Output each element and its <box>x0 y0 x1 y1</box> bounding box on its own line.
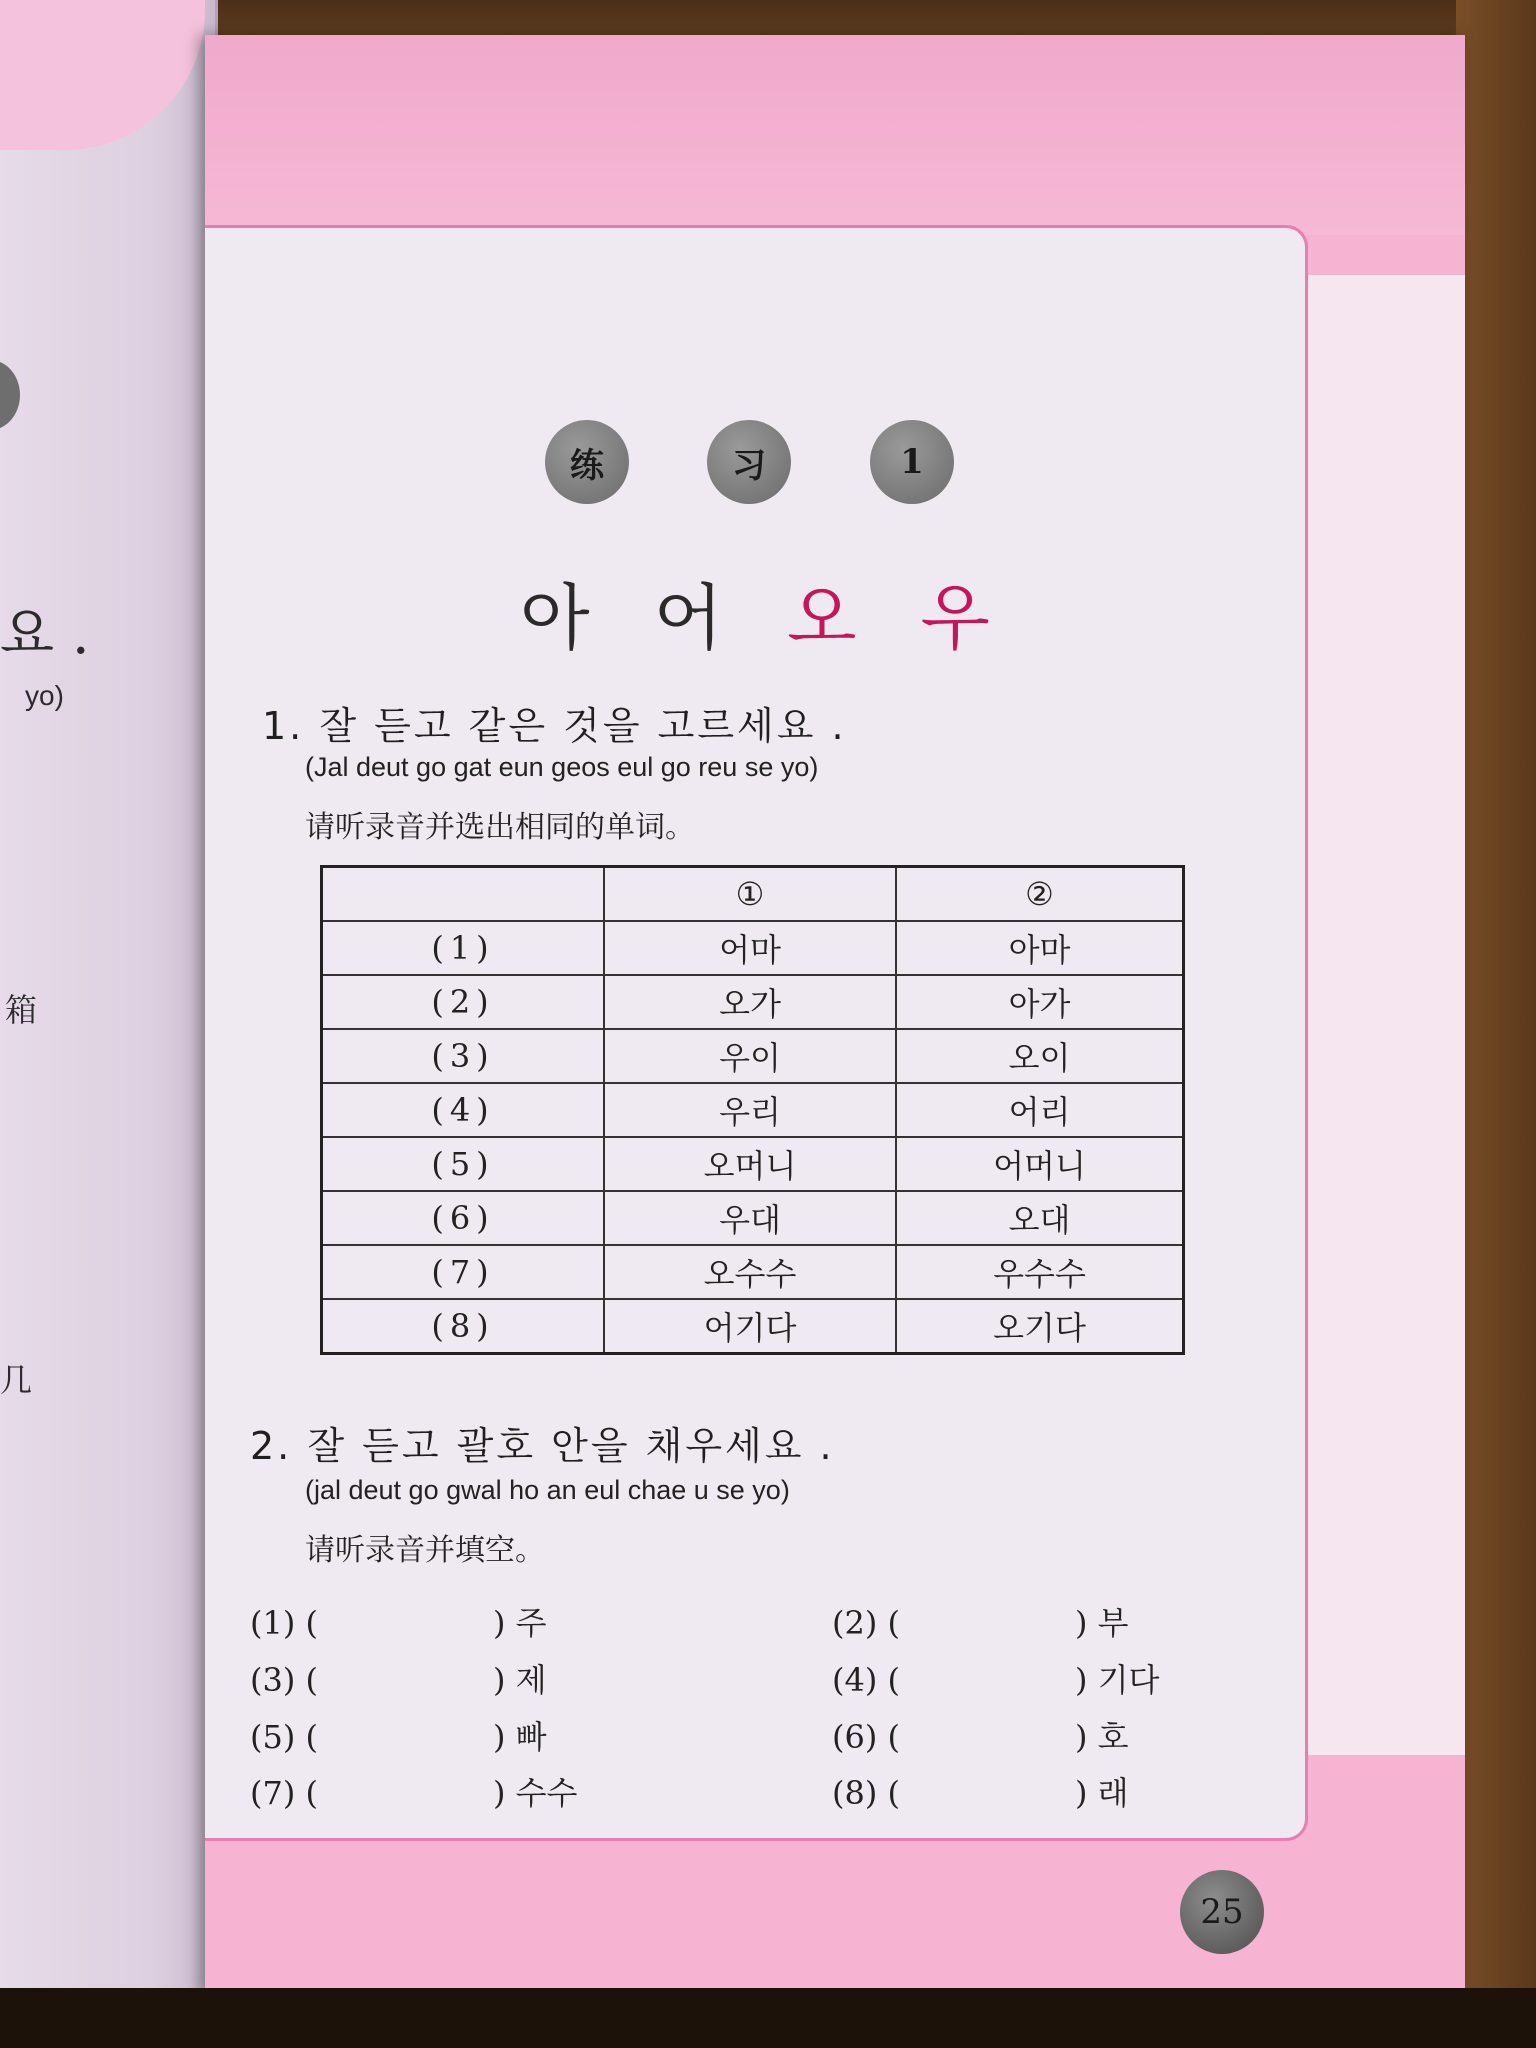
option-2[interactable]: 우수수 <box>896 1245 1184 1299</box>
fill-item-number: (6) <box>832 1718 878 1756</box>
exercise-2-chinese: 请听录音并填空。 <box>305 1533 545 1568</box>
vowel-eo: 어 <box>653 576 724 660</box>
badge-number: 1 <box>870 420 954 504</box>
vowel-o: 오 <box>786 576 857 660</box>
option-1[interactable]: 우리 <box>604 1083 896 1137</box>
table-row <box>322 1029 1184 1083</box>
left-page <box>0 0 218 2000</box>
option-2[interactable]: 오기다 <box>896 1299 1184 1354</box>
option-2[interactable]: 오이 <box>896 1029 1184 1083</box>
fill-item: (7) ( ) 수수 <box>250 1774 578 1812</box>
table-row <box>322 1299 1184 1354</box>
page-number: 25 <box>1180 1870 1264 1954</box>
left-page-fragment: 几 <box>0 1361 33 1399</box>
exercise-2-romanization: (jal deut go gwal ho an eul chae u se yo) <box>305 1475 790 1505</box>
option-2[interactable]: 오대 <box>896 1191 1184 1245</box>
badge-lian: 练 <box>545 420 629 504</box>
page-bottom-shadow <box>0 1988 1536 2048</box>
table-row <box>322 1083 1184 1137</box>
fill-item-number: (5) <box>250 1718 296 1756</box>
row-number: (6) <box>322 1191 605 1245</box>
exercise-1-heading: 1. 잘 듣고 같은 것을 고르세요 . <box>262 704 847 748</box>
vowel-a: 아 <box>520 576 590 660</box>
left-page-fragment: yo) <box>25 680 64 711</box>
table-header-cell: ① <box>604 867 896 922</box>
left-page-badge <box>0 360 20 430</box>
row-number: (1) <box>322 921 605 975</box>
fill-item-suffix: 수수 <box>515 1774 578 1812</box>
fill-item: (2) ( ) 부 <box>832 1604 1129 1642</box>
option-1[interactable]: 어마 <box>604 921 896 975</box>
row-number: (8) <box>322 1299 605 1354</box>
option-1[interactable]: 어기다 <box>604 1299 896 1354</box>
option-1[interactable]: 우이 <box>604 1029 896 1083</box>
option-2[interactable]: 어리 <box>896 1083 1184 1137</box>
fill-item-suffix: 부 <box>1097 1604 1129 1642</box>
fill-item-suffix: 호 <box>1097 1718 1129 1756</box>
row-number: (5) <box>322 1137 605 1191</box>
table-row <box>322 975 1184 1029</box>
fill-item-suffix: 래 <box>1097 1774 1129 1812</box>
option-2[interactable]: 아가 <box>896 975 1184 1029</box>
page-header-band <box>205 35 1465 235</box>
fill-item-suffix: 주 <box>515 1604 547 1642</box>
fill-item-number: (1) <box>250 1604 296 1642</box>
option-1[interactable]: 우대 <box>604 1191 896 1245</box>
fill-item: (4) ( ) 기다 <box>832 1661 1160 1699</box>
fill-item-number: (8) <box>832 1774 878 1812</box>
vowel-title <box>520 560 990 664</box>
row-number: (3) <box>322 1029 605 1083</box>
left-page-fragment: 요 . <box>0 602 90 667</box>
left-page-fragment: 箱 <box>5 991 38 1029</box>
fill-item: (5) ( ) 빠 <box>250 1718 547 1756</box>
fill-item-number: (2) <box>832 1604 878 1642</box>
fill-item-suffix: 빠 <box>515 1718 547 1756</box>
fill-item-number: (4) <box>832 1661 878 1699</box>
table-header-row <box>322 867 1184 922</box>
answer-table <box>320 865 1185 1355</box>
fill-item-number: (3) <box>250 1661 296 1699</box>
exercise-2-heading: 2. 잘 듣고 괄호 안을 채우세요 . <box>250 1424 835 1468</box>
row-number: (4) <box>322 1083 605 1137</box>
vowel-u: 우 <box>920 576 990 660</box>
exercise-badges <box>545 420 965 510</box>
fill-item-suffix: 제 <box>515 1661 547 1699</box>
fill-item-suffix: 기다 <box>1097 1661 1160 1699</box>
option-1[interactable]: 오수수 <box>604 1245 896 1299</box>
desk-edge <box>1456 0 1536 2048</box>
option-2[interactable]: 어머니 <box>896 1137 1184 1191</box>
fill-item: (3) ( ) 제 <box>250 1661 547 1699</box>
fill-item-number: (7) <box>250 1774 296 1812</box>
table-row <box>322 1191 1184 1245</box>
fill-item: (1) ( ) 주 <box>250 1604 547 1642</box>
table-header-cell: ② <box>896 867 1184 922</box>
option-1[interactable]: 오가 <box>604 975 896 1029</box>
row-number: (7) <box>322 1245 605 1299</box>
table-row <box>322 921 1184 975</box>
option-1[interactable]: 오머니 <box>604 1137 896 1191</box>
badge-xi: 习 <box>707 420 791 504</box>
table-header-cell <box>322 867 605 922</box>
option-2[interactable]: 아마 <box>896 921 1184 975</box>
fill-item: (6) ( ) 호 <box>832 1718 1129 1756</box>
exercise-1-romanization: (Jal deut go gat eun geos eul go reu se yo) <box>305 752 819 782</box>
left-page-pink-header <box>0 0 205 150</box>
row-number: (2) <box>322 975 605 1029</box>
exercise-1-chinese: 请听录音并选出相同的单词。 <box>305 810 695 845</box>
table-row <box>322 1137 1184 1191</box>
fill-item: (8) ( ) 래 <box>832 1774 1129 1812</box>
table-row <box>322 1245 1184 1299</box>
